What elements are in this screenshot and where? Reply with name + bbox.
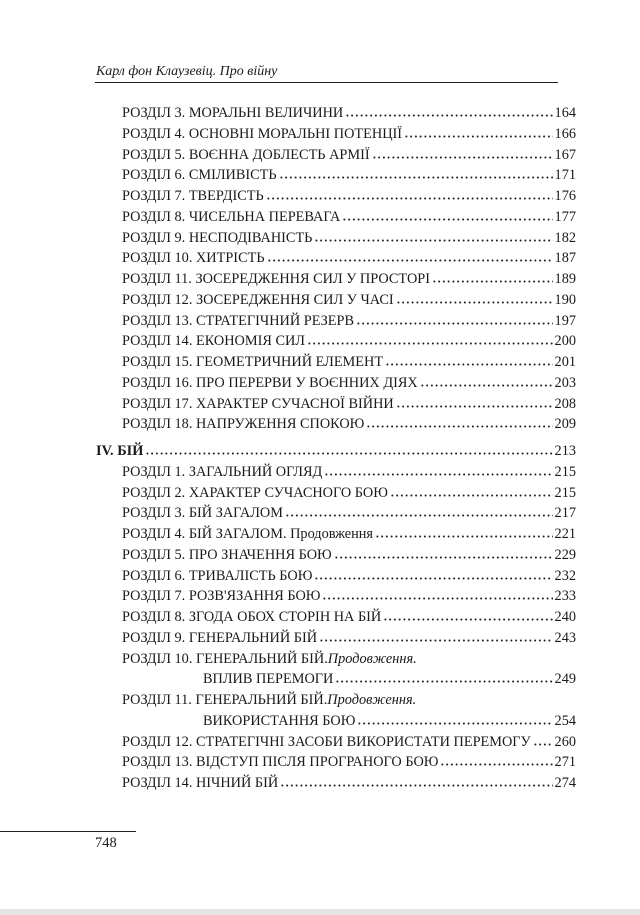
toc-entry-page: 232 (554, 567, 576, 584)
toc-entry (96, 228, 576, 249)
toc-entry (96, 462, 576, 483)
page-number: 748 (95, 835, 117, 851)
toc-entry-label: РОЗДІЛ 4. ОСНОВНІ МОРАЛЬНІ ПОТЕНЦІЇ (122, 125, 403, 142)
dot-leader (342, 211, 552, 221)
footer-rule (0, 831, 136, 832)
toc-entry (96, 503, 576, 524)
toc-entry-label: РОЗДІЛ 1. ЗАГАЛЬНИЙ ОГЛЯД (122, 463, 323, 480)
toc-entry-page: 164 (554, 105, 576, 121)
toc-entry-page: 166 (554, 125, 576, 142)
toc-entry-page: 182 (554, 229, 576, 246)
dot-leader (383, 611, 552, 621)
toc-entry (96, 145, 576, 166)
toc-entry-page: 171 (554, 167, 576, 184)
toc-entry-label: РОЗДІЛ 10. ХИТРІСТЬ (122, 250, 265, 267)
toc-entry-label: РОЗДІЛ 11. ГЕНЕРАЛЬНИЙ БІЙ. (122, 692, 328, 708)
dot-leader (420, 377, 553, 387)
toc-entry (96, 103, 576, 124)
dot-leader (357, 715, 552, 725)
toc-entry-label: РОЗДІЛ 15. ГЕОМЕТРИЧНИЙ ЕЛЕМЕНТ (122, 354, 384, 370)
toc-entry-page: 249 (554, 671, 576, 688)
toc-entry-label: РОЗДІЛ 17. ХАРАКТЕР СУЧАСНОЇ ВІЙНИ (122, 395, 394, 412)
dot-leader (307, 335, 553, 345)
toc-entry-label: РОЗДІЛ 12. СТРАТЕГІЧНІ ЗАСОБИ ВИКОРИСТАТИ ПЕРЕМОГУ (122, 733, 531, 750)
toc-entry-page: 254 (554, 712, 576, 729)
toc-entry (96, 524, 576, 545)
dot-leader (279, 169, 553, 179)
toc-entry-label: РОЗДІЛ 8. ЧИСЕЛЬНА ПЕРЕВАГА (122, 208, 341, 225)
toc-entry-label: РОЗДІЛ 6. СМІЛИВІСТЬ (122, 167, 277, 184)
toc-entry (96, 207, 576, 228)
toc-entry-subtitle: Продовження. (327, 650, 417, 667)
toc-entry (96, 566, 576, 587)
toc-entry-label: РОЗДІЛ 7. РОЗВ'ЯЗАННЯ БОЮ (122, 588, 321, 605)
dot-leader (322, 590, 552, 600)
toc-entry-page: 213 (554, 443, 576, 459)
dot-leader (396, 398, 553, 408)
toc-entry-label: РОЗДІЛ 13. ВІДСТУП ПІСЛЯ ПРОГРАНОГО БОЮ (122, 754, 439, 771)
toc-entry (96, 352, 576, 373)
toc-entry-page: 208 (554, 395, 576, 412)
toc-entry-label: РОЗДІЛ 14. НІЧНИЙ БІЙ (122, 775, 279, 791)
toc-entry-page: 187 (554, 250, 576, 267)
dot-leader (404, 128, 553, 138)
toc-entry-page: 233 (554, 588, 576, 605)
toc-entry (96, 414, 576, 435)
dot-leader (372, 149, 553, 159)
dot-leader (334, 549, 553, 559)
toc-entry (96, 331, 576, 352)
toc-entry (96, 773, 576, 794)
toc-entry-page: 215 (554, 463, 576, 480)
toc-entry (96, 186, 576, 207)
toc-entry-label: РОЗДІЛ 11. ЗОСЕРЕДЖЕННЯ СИЛ У ПРОСТОРІ (122, 271, 431, 287)
toc-entry-label: РОЗДІЛ 5. ВОЄННА ДОБЛЕСТЬ АРМІЇ (122, 146, 370, 163)
toc-entry-subtitle: Продовження. (327, 692, 417, 708)
dot-leader (314, 570, 552, 580)
toc-part-heading (96, 441, 576, 462)
toc-entry (96, 311, 576, 332)
toc-entry (96, 545, 576, 566)
toc-entry (96, 752, 576, 773)
toc-entry (96, 124, 576, 145)
toc-entry-page: 209 (554, 416, 576, 433)
toc-entry-label: РОЗДІЛ 10. ГЕНЕРАЛЬНИЙ БІЙ. (122, 650, 328, 667)
dot-leader (266, 190, 553, 200)
toc-entry-label: РОЗДІЛ 18. НАПРУЖЕННЯ СПОКОЮ (122, 416, 365, 433)
dot-leader (335, 673, 552, 683)
dot-leader (440, 756, 552, 766)
toc-entry (96, 248, 576, 269)
toc-entry-label: РОЗДІЛ 4. БІЙ ЗАГАЛОМ. Продовження (122, 526, 373, 542)
toc-entry-page: 221 (554, 526, 576, 542)
toc-entry (96, 483, 576, 504)
toc-entry (96, 586, 576, 607)
toc-entry-continuation (96, 711, 576, 732)
viewer-bottom-edge (0, 909, 640, 915)
toc-entry-label: РОЗДІЛ 3. БІЙ ЗАГАЛОМ (122, 505, 283, 522)
dot-leader (345, 107, 552, 117)
toc-entry-label: РОЗДІЛ 14. ЕКОНОМІЯ СИЛ (122, 333, 305, 350)
toc-entry-label: РОЗДІЛ 13. СТРАТЕГІЧНИЙ РЕЗЕРВ (122, 312, 355, 329)
table-of-contents (96, 103, 576, 794)
toc-entry (96, 690, 576, 711)
toc-entry-label-continued: ВПЛИВ ПЕРЕМОГИ (203, 671, 334, 688)
toc-entry-label: РОЗДІЛ 9. ГЕНЕРАЛЬНИЙ БІЙ (122, 629, 318, 646)
toc-entry-page: 167 (554, 146, 576, 163)
dot-leader (319, 632, 552, 642)
toc-entry-page: 217 (554, 505, 576, 522)
toc-entry-page: 203 (554, 374, 576, 391)
dot-leader (432, 273, 553, 283)
toc-entry-page: 177 (554, 208, 576, 225)
toc-entry-page: 189 (554, 271, 576, 287)
dot-leader (396, 294, 553, 304)
toc-entry (96, 290, 576, 311)
toc-entry-page: 200 (554, 333, 576, 350)
dot-leader (390, 487, 553, 497)
toc-entry-label: РОЗДІЛ 2. ХАРАКТЕР СУЧАСНОГО БОЮ (122, 484, 388, 501)
toc-entry-label: РОЗДІЛ 16. ПРО ПЕРЕРВИ У ВОЄННИХ ДІЯХ (122, 374, 418, 391)
toc-entry (96, 394, 576, 415)
dot-leader (280, 777, 552, 787)
toc-entry-page: 229 (554, 546, 576, 563)
toc-entry-page: 197 (554, 312, 576, 329)
dot-leader (356, 315, 553, 325)
dot-leader (285, 507, 553, 517)
toc-entry-label: РОЗДІЛ 8. ЗГОДА ОБОХ СТОРІН НА БІЙ (122, 609, 382, 625)
running-head: Карл фон Клаузевіц. Про війну (96, 64, 278, 79)
toc-entry-label: РОЗДІЛ 5. ПРО ЗНАЧЕННЯ БОЮ (122, 546, 332, 563)
toc-entry (96, 607, 576, 628)
toc-entry-label: РОЗДІЛ 9. НЕСПОДІВАНІСТЬ (122, 229, 313, 246)
toc-entry-page: 190 (554, 291, 576, 308)
toc-entry-page: 201 (554, 354, 576, 370)
toc-entry (96, 732, 576, 753)
toc-entry-page: 260 (554, 733, 576, 750)
dot-leader (533, 736, 553, 746)
toc-entry-page: 176 (554, 188, 576, 204)
dot-leader (385, 356, 552, 366)
dot-leader (267, 252, 553, 262)
toc-entry-page: 215 (554, 484, 576, 501)
toc-entry-page: 274 (554, 775, 576, 791)
toc-entry (96, 373, 576, 394)
toc-entry-label-continued: ВИКОРИСТАННЯ БОЮ (203, 712, 356, 729)
header-rule (95, 82, 558, 83)
dot-leader (375, 528, 553, 538)
toc-entry (96, 165, 576, 186)
toc-entry-label: IV. БІЙ (96, 443, 144, 459)
toc-entry (96, 628, 576, 649)
toc-entry-label: РОЗДІЛ 6. ТРИВАЛІСТЬ БОЮ (122, 567, 313, 584)
toc-entry-page: 243 (554, 629, 576, 646)
dot-leader (366, 418, 552, 428)
dot-leader (324, 466, 552, 476)
toc-entry (96, 649, 576, 670)
toc-entry (96, 269, 576, 290)
dot-leader (314, 232, 552, 242)
toc-entry-page: 240 (554, 609, 576, 625)
toc-entry-continuation (96, 669, 576, 690)
toc-entry-page: 271 (554, 754, 576, 771)
dot-leader (145, 445, 552, 455)
toc-entry-label: РОЗДІЛ 3. МОРАЛЬНІ ВЕЛИЧИНИ (122, 105, 344, 121)
toc-entry-label: РОЗДІЛ 7. ТВЕРДІСТЬ (122, 188, 264, 204)
toc-entry-label: РОЗДІЛ 12. ЗОСЕРЕДЖЕННЯ СИЛ У ЧАСІ (122, 291, 394, 308)
